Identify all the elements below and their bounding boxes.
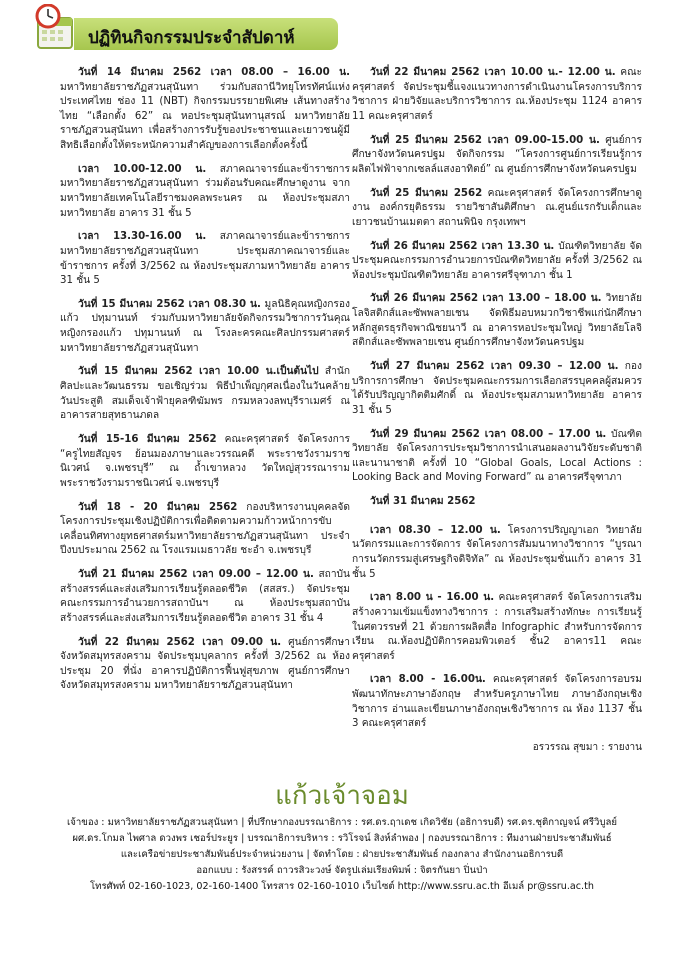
calendar-entry [352, 591, 642, 664]
credits-line-4: ออกแบบ : รังสรรค์ ถาวรสิวะวงษ์ จัดรูปเล่มเรียงพิมพ์ : จิตรกันยา ปิ่นป่า [196, 865, 488, 876]
title-bar [74, 18, 338, 50]
entry-date: วันที่ 25 มีนาคม 2562 [370, 187, 483, 199]
reporter-signature: อรวรรณ สุขมา : รายงาน [532, 742, 642, 754]
entry-text: บัณฑิตวิทยาลัย จัดโครงการประชุมวิชาการนำเสนอผลงานวิจัยระดับชาติและนานาชาติ ครั้งที่ 10 “Global Goals, Local Actions : Looking Back and Moving Forward” ณ อาคารศรีจุฑาภา [352, 428, 642, 484]
date-heading: วันที่ 31 มีนาคม 2562 [370, 496, 476, 508]
credits-block [52, 815, 632, 895]
entry-date: เวลา 8.00 - 16.00น. [370, 674, 486, 686]
entry-text: คณะครุศาสตร์ จัดประชุมชี้แจงแนวทางการดำเนินงานโครงการบริการวิชาการ ฝ่ายวิจัยและบริการวิชาการ ณ.ห้องประชุม 1124 อาคาร 11 คณะครุศาสตร์ [352, 67, 642, 122]
calendar-entry [60, 636, 350, 694]
entry-date: เวลา 08.30 – 12.00 น. [370, 524, 501, 536]
entry-text: คณะครุศาสตร์ จัดโครงการอบรมพัฒนาทักษะภาษาอังกฤษ สำหรับครูภาษาไทย ภาษาอังกฤษเชิงวิชาการ อ่านและเขียนภาษาอังกฤษเชิงวิชาการ ณ ห้อง 1137 ชั้น 3 คณะครุศาสตร์ [352, 674, 642, 730]
entry-date: วันที่ 22 มีนาคม 2562 เวลา 09.00 น. [78, 636, 282, 648]
entry-text: ศูนย์การศึกษาจังหวัดนครปฐม จัดกิจกรรม “โครงการศูนย์การเรียนรู้การผลิตไฟฟ้าจากเซลล์แสงอาทิตย์” ณ ศูนย์การศึกษาจังหวัดนครปฐม [352, 134, 642, 175]
entry-text: กองบริหารงานบุคคลจัดโครงการประชุมเชิงปฏิบัติการเพื่อติดตามความก้าวหน้าการขับเคลื่อนทิศทางยุทธศาสตร์มหาวิทยาลัยราชภัฏสวนสุนันทา ประจำปีงบประมาณ 2562 ณ โรงแรมเมธาวลัย ชะอำ จ.เพชรบุรี [60, 501, 350, 557]
entry-text: สถาบันสร้างสรรค์และส่งเสริมการเรียนรู้ตลอดชีวิต (สสสร.) จัดประชุมคณะกรรมการอำนวยการสถาบันฯ ณ ห้องประชุมสถาบันสร้างสรรค์และส่งเสริมการเรียนรู้ตลอดชีวิต อาคาร 31 ชั้น 4 [60, 569, 350, 624]
entry-date: วันที่ 29 มีนาคม 2562 เวลา 08.00 – 17.00 น. [370, 428, 607, 440]
entry-text: มหาวิทยาลัยราชภัฏสวนสุนันทา ร่วมกับสถานีวิทยุโทรทัศน์แห่งประเทศไทย ช่อง 11 (NBT) กิจกรรมบรรยายพิเศษ เส้นทางสร้างไทย “เลือกตั้ง 62” ณ หอประชุมสุนันทานุสรณ์ มหาวิทยาลัยราชภัฏสวนสุนันทา เพื่อสร้างการรับรู้ของประชาชนและเยาวชนผู้มีสิทธิเลือกตั้งให้ตระหนักความสำคัญของการเลือกตั้งครั้งนี้ [60, 81, 350, 151]
calendar-entry [60, 66, 350, 154]
entry-text: คณะครุศาสตร์ จัดโครงการ “ครูไทยสัญจร ย้อนมองภาษาและวรรณคดี พระราชวังรามราชนิเวศน์ จ.เพชรบุรี” ณ ถ้ำเขาหลวง วัดใหญ่สุวรรณาราม พระราชวังรามราชนิเวศน์ จ.เพชรบุรี [60, 434, 350, 489]
entry-date: วันที่ 22 มีนาคม 2562 เวลา 10.00 น.- 12.00 น. [370, 67, 616, 78]
calendar-entry [352, 187, 642, 231]
entry-date: วันที่ 26 มีนาคม 2562 เวลา 13.00 – 18.00 น. [370, 293, 602, 305]
calendar-entry [352, 524, 642, 582]
entry-text: สำนักศิลปะและวัฒนธรรม ขอเชิญร่วม พิธีบำเพ็ญกุศลเนื่องในวันคล้ายวันประสูติ สมเด็จเจ้าฟ้ายุคลฑิฆัมพร กรมหลวงลพบุรีราเมศร์ ณ อาคารสายสุทธานภดล [60, 366, 350, 422]
entry-date: วันที่ 15 มีนาคม 2562 เวลา 10.00 น.เป็นต้นไป [78, 366, 319, 378]
entry-date: วันที่ 25 มีนาคม 2562 เวลา 09.00-15.00 น. [370, 134, 600, 146]
entry-date: วันที่ 14 มีนาคม 2562 เวลา 08.00 – 16.00 น. [78, 67, 350, 78]
calendar-entry [60, 433, 350, 491]
calendar-entry [60, 230, 350, 288]
entry-date: วันที่ 21 มีนาคม 2562 เวลา 09.00 – 12.00 น. [78, 569, 314, 581]
credits-line-1: เจ้าของ : มหาวิทยาลัยราชภัฏสวนสุนันทา | ที่ปรึกษากองบรรณาธิการ : รศ.ดร.ฤาเดช เกิดวิชัย (อธิการบดี) รศ.ดร.ชุติกาญจน์ ศรีวิบูลย์ [66, 817, 618, 828]
entry-date: วันที่ 15 มีนาคม 2562 เวลา 08.30 น. [78, 298, 261, 310]
calendar-entry [60, 568, 350, 626]
calendar-entry [352, 428, 642, 486]
entry-text: วิทยาลัยโลจิสติกส์และซัพพลายเชน จัดพิธีมอบหมวกวิชาชีพแก่นักศึกษาหลักสูตรธุรกิจพาณิชยนาวี ณ อาคารหอประชุมใหญ่ วิทยาลัยโลจิสติกส์และซัพพลายเชน ศูนย์การศึกษาจังหวัดนครปฐม [352, 293, 642, 349]
calendar-entry [352, 240, 642, 284]
credits-line-3: และเครือข่ายประชาสัมพันธ์ประจำหน่วยงาน | จัดทำโดย : ฝ่ายประชาสัมพันธ์ กองกลาง สำนักงานอธิการบดี [120, 849, 564, 860]
page-title: ปฏิทินกิจกรรมประจำสัปดาห์ [88, 28, 295, 48]
entry-text: คณะครุศาสตร์ จัดโครงการศึกษาดูงาน องค์กรยุติธรรม รายวิชาสันติศึกษา ณ.ศูนย์แรกรับเด็กและเยาวชนบ้านเมตตา สถานพินิจ กรุงเทพฯ [352, 187, 642, 228]
entry-date: วันที่ 15-16 มีนาคม 2562 [78, 434, 217, 445]
entry-text: โครงการปริญญาเอก วิทยาลัยนวัตกรรมและการจัดการ จัดโครงการสัมมนาทางวิชาการ “บูรณาการนวัตกรรมสู่เศรษฐกิจดิจิทัล” ณ ห้องประชุมชั่นแก้ว อาคาร 31 ชั้น 5 [352, 524, 642, 580]
calendar-entry [60, 365, 350, 423]
credits-line-2: ผศ.ดร.โกมล ไพศาล ดวงพร เชอร์ประยูร | บรรณาธิการบริหาร : รวิโรจน์ สิงห์ลำพอง | กองบรรณาธิการ : ทีมงานฝ่ายประชาสัมพันธ์ [72, 833, 612, 844]
calendar-entry [60, 163, 350, 221]
entry-date: วันที่ 27 มีนาคม 2562 เวลา 09.30 – 12.00 น. [370, 361, 619, 373]
header [28, 2, 358, 56]
footer-masthead: แก้วเจ้าจอม [275, 781, 409, 811]
entry-date: เวลา 13.30-16.00 น. [78, 231, 207, 243]
calendar-entry [60, 298, 350, 356]
right-entries-second [352, 524, 642, 732]
entry-date: เวลา 10.00-12.00 น. [78, 163, 207, 175]
entry-date: วันที่ 18 - 20 มีนาคม 2562 [78, 501, 238, 513]
calendar-entry [352, 360, 642, 418]
entry-text: คณะครุศาสตร์ จัดโครงการเสริมสร้างความเข้มแข็งทางวิชาการ : การเสริมสร้างทักษะ การเรียนรู้ในศตวรรษที่ 21 ด้วยการผลิตสื่อ Infographic สำหรับการจัดการเรียน ณ.ห้องปฏิบัติการคอมพิวเตอร์ ชั้น2 อาคาร11 คณะครุศาสตร์ [352, 592, 642, 662]
calendar-entry [352, 134, 642, 178]
entry-text: บัณฑิตวิทยาลัย จัดประชุมคณะกรรมการอำนวยการบัณฑิตวิทยาลัย ครั้งที่ 3/2562 ณ ห้องประชุมบัณฑิตวิทยาลัย อาคารศรีจุฑาภา ชั้น 1 [352, 240, 642, 281]
calendar-entry [352, 673, 642, 731]
entry-text: กองบริการการศึกษา จัดประชุมคณะกรรมการเลือกสรรบุคคลผู้สมควรได้รับปริญญากิตติมศักดิ์ ณ ห้องประชุมสภามหาวิทยาลัย อาคาร 31 ชั้น 5 [352, 361, 642, 416]
right-entries [352, 66, 642, 486]
entry-text: ศูนย์การศึกษาจังหวัดสมุทรสงคราม จัดประชุมบุคลากร ครั้งที่ 3/2562 ณ ห้องประชุม 20 ที่นั่ง อาคารปฏิบัติการฟื้นฟูสุขภาพ ศูนย์การศึกษาจังหวัดสมุทรสงคราม มหาวิทยาลัยราชภัฏสวนสุนันทา [60, 636, 350, 692]
calendar-entry [60, 501, 350, 559]
calendar-entry [352, 66, 642, 124]
left-column [60, 66, 350, 703]
entry-text: สภาคณาจารย์และข้าราชการ มหาวิทยาลัยราชภัฏสวนสุนันทา ร่วมต้อนรับคณะศึกษาดูงาน จาก มหาวิทยาลัยเทคโนโลยีราชมงคลพระนคร ณ ห้องประชุมสภามหาวิทยาลัย อาคาร 31 ชั้น 5 [60, 163, 350, 219]
entry-date: วันที่ 26 มีนาคม 2562 เวลา 13.30 น. [370, 240, 555, 252]
entry-text: มูลนิธิคุณหญิงกรองแก้ว ปทุมานนท์ ร่วมกับมหาวิทยาลัยจัดกิจกรรมวิชาการวันคุณหญิงกรองแก้ว ปทุมานนท์ ณ โรงละครคณะศิลปกรรมศาสตร์ มหาวิทยาลัยราชภัฏสวนสุนันทา [60, 298, 350, 354]
entry-text: สภาคณาจารย์และข้าราชการ มหาวิทยาลัยราชภัฏสวนสุนันทา ประชุมสภาคณาจารย์และข้าราชการ ครั้งที่ 3/2562 ณ ห้องประชุมสภามหาวิทยาลัย อาคาร 31 ชั้น 5 [60, 231, 350, 287]
entry-date: เวลา 8.00 น - 16.00 น. [370, 592, 495, 604]
credits-line-5: โทรศัพท์ 02-160-1023, 02-160-1400 โทรสาร 02-160-1010 เว็บไซต์ http://www.ssru.ac.th อีเมล์ pr@ssru.ac.th [90, 881, 594, 892]
right-column [352, 66, 642, 756]
calendar-entry [352, 292, 642, 350]
